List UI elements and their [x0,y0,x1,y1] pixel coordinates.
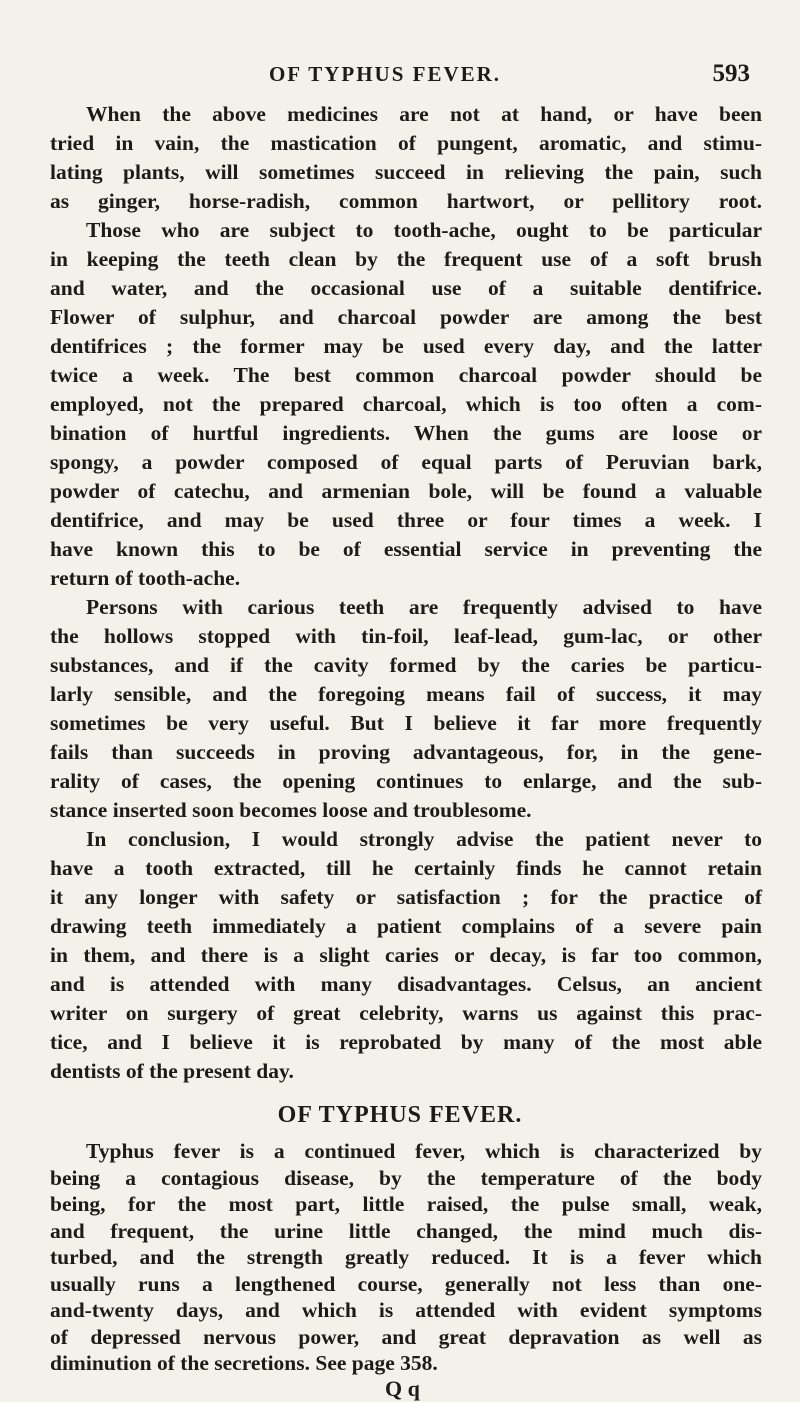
text-line: and is attended with many disadvantages. Celsus, an ancient [50,972,762,996]
text-line: In conclusion, I would strongly advise the patient never to [86,827,762,851]
text-line: dentifrice, and may be used three or four times a week. I [50,508,762,532]
text-line: diminution of the secretions. See page 358. [50,1351,438,1375]
text-line: usually runs a lengthened course, generally not less than one- [50,1271,762,1296]
text-line: twice a week. The best common charcoal powder should be [50,363,762,387]
text-line: in them, and there is a slight caries or decay, is far too common, [50,943,762,967]
text-line: substances, and if the cavity formed by the caries be particu- [50,653,762,677]
text-line: tried in vain, the mastication of pungent, aromatic, and stimu- [50,131,762,155]
text-line: and frequent, the urine little changed, the mind much dis- [50,1218,762,1243]
text-line: lating plants, will sometimes succeed in relieving the pain, such [50,160,762,184]
text-line: being, for the most part, little raised, the pulse small, weak, [50,1192,762,1216]
text-line: fails than succeeds in proving advantageous, for, in the gene- [50,740,762,764]
text-line: and-twenty days, and which is attended with evident symptoms [50,1298,762,1322]
section-heading: OF TYPHUS FEVER. [277,1102,523,1128]
text-line: the hollows stopped with tin-foil, leaf-lead, gum-lac, or other [50,624,762,648]
text-line: as ginger, horse-radish, common hartwort, or pellitory root. [50,189,762,213]
running-head [0,60,800,94]
text-line: larly sensible, and the foregoing means fail of success, it may [50,682,762,706]
text-line: return of tooth-ache. [50,566,241,590]
text-line: have known this to be of essential service in preventing the [50,537,762,561]
text-line: bination of hurtful ingredients. When the gums are loose or [50,421,762,445]
signature-mark: Q q [385,1375,420,1401]
text-line: being a contagious disease, by the temperature of the body [50,1165,762,1190]
text-line: spongy, a powder composed of equal parts of Peruvian bark, [50,450,762,474]
text-line: drawing teeth immediately a patient complains of a severe pain [50,914,762,938]
text-line: Those who are subject to tooth-ache, ought to be particular [86,218,762,242]
text-line: stance inserted soon becomes loose and troublesome. [50,798,532,822]
text-line: of depressed nervous power, and great depravation as well as [50,1324,762,1349]
text-line: it any longer with safety or satisfaction ; for the practice of [50,885,762,909]
text-line: dentifrices ; the former may be used every day, and the latter [50,334,762,358]
text-line: powder of catechu, and armenian bole, will be found a valuable [50,479,762,503]
text-line: turbed, and the strength greatly reduced. It is a fever which [50,1245,762,1269]
text-line: sometimes be very useful. But I believe it far more frequently [50,711,762,735]
text-line: dentists of the present day. [50,1059,294,1083]
text-line: writer on surgery of great celebrity, warns us against this prac- [50,1001,762,1025]
text-line: and water, and the occasional use of a suitable dentifrice. [50,276,762,300]
running-title: OF TYPHUS FEVER. [268,62,502,86]
text-line: employed, not the prepared charcoal, which is too often a com- [50,392,762,416]
page-number: 593 [712,60,750,87]
text-line: Flower of sulphur, and charcoal powder are among the best [50,305,762,329]
text-line: have a tooth extracted, till he certainly finds he cannot retain [50,856,762,880]
text-line: rality of cases, the opening continues to enlarge, and the sub- [50,769,762,793]
text-line: Typhus fever is a continued fever, which is characterized by [86,1139,762,1163]
text-line: in keeping the teeth clean by the frequent use of a soft brush [50,247,762,271]
text-line: Persons with carious teeth are frequently advised to have [86,595,762,619]
text-line: tice, and I believe it is reprobated by many of the most able [50,1030,762,1054]
text-line: When the above medicines are not at hand, or have been [86,102,762,126]
